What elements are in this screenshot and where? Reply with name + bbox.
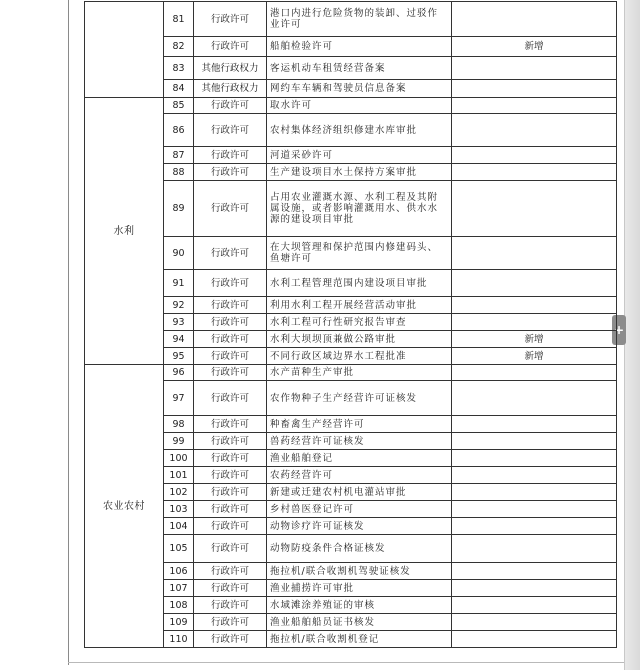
table-row [85,181,617,237]
row-number-cell: 84 [164,80,194,98]
note-cell [452,98,617,114]
power-type-cell: 行政许可 [194,37,267,57]
note-cell [452,614,617,631]
table-row [85,237,617,270]
item-name-cell: 拖拉机/联合收割机登记 [267,631,452,648]
row-number-cell: 105 [164,535,194,563]
table-row [85,535,617,563]
item-name-cell: 占用农业灌溉水源、水利工程及其附属设施，或者影响灌溉用水、供水水源的建设项目审批 [267,181,452,237]
table-row [85,331,617,348]
table-row [85,314,617,331]
row-number-cell: 86 [164,114,194,147]
row-number-cell: 83 [164,57,194,80]
table-row [85,80,617,98]
note-cell [452,484,617,501]
note-cell [452,433,617,450]
item-name-cell: 农药经营许可 [267,467,452,484]
row-number-cell: 92 [164,297,194,314]
power-type-cell: 行政许可 [194,181,267,237]
note-cell [452,114,617,147]
note-cell [452,535,617,563]
item-name-cell: 新建或迁建农村机电灌站审批 [267,484,452,501]
table-row [85,518,617,535]
table-row [85,57,617,80]
note-cell [452,467,617,484]
table-row [85,365,617,381]
power-type-cell: 行政许可 [194,433,267,450]
table-row [85,114,617,147]
power-type-cell: 行政许可 [194,614,267,631]
row-number-cell: 85 [164,98,194,114]
row-number-cell: 100 [164,450,194,467]
note-cell: 新增 [452,331,617,348]
row-number-cell: 87 [164,147,194,164]
power-type-cell: 行政许可 [194,450,267,467]
item-name-cell: 客运机动车租赁经营备案 [267,57,452,80]
item-name-cell: 水利工程可行性研究报告审查 [267,314,452,331]
note-cell [452,147,617,164]
power-type-cell: 行政许可 [194,164,267,181]
table-row [85,297,617,314]
category-cell [85,2,164,98]
note-cell [452,297,617,314]
power-type-cell: 行政许可 [194,484,267,501]
item-name-cell: 渔业船舶登记 [267,450,452,467]
power-type-cell: 行政许可 [194,2,267,37]
row-number-cell: 107 [164,580,194,597]
item-name-cell: 在大坝管理和保护范围内修建码头、鱼塘许可 [267,237,452,270]
row-number-cell: 89 [164,181,194,237]
row-number-cell: 90 [164,237,194,270]
item-name-cell: 水域滩涂养殖证的审核 [267,597,452,614]
row-number-cell: 93 [164,314,194,331]
note-cell [452,80,617,98]
item-name-cell: 兽药经营许可证核发 [267,433,452,450]
table-row [85,450,617,467]
item-name-cell: 拖拉机/联合收割机驾驶证核发 [267,563,452,580]
note-cell [452,164,617,181]
item-name-cell: 渔业捕捞许可审批 [267,580,452,597]
item-name-cell: 利用水利工程开展经营活动审批 [267,297,452,314]
row-number-cell: 98 [164,416,194,433]
table-row [85,147,617,164]
item-name-cell: 乡村兽医登记许可 [267,501,452,518]
note-cell [452,237,617,270]
power-type-cell: 行政许可 [194,348,267,365]
power-type-cell: 行政许可 [194,563,267,580]
note-cell [452,381,617,416]
note-cell [452,314,617,331]
row-number-cell: 88 [164,164,194,181]
row-number-cell: 106 [164,563,194,580]
power-type-cell: 行政许可 [194,518,267,535]
power-type-cell: 其他行政权力 [194,57,267,80]
table-row [85,614,617,631]
item-name-cell: 动物诊疗许可证核发 [267,518,452,535]
power-type-cell: 行政许可 [194,237,267,270]
note-cell [452,580,617,597]
power-type-cell: 行政许可 [194,331,267,348]
item-name-cell: 动物防疫条件合格证核发 [267,535,452,563]
expand-handle-icon[interactable]: + [612,315,626,345]
row-number-cell: 94 [164,331,194,348]
row-number-cell: 81 [164,2,194,37]
power-type-cell: 行政许可 [194,365,267,381]
table-row [85,501,617,518]
table-row [85,563,617,580]
note-cell [452,563,617,580]
power-type-cell: 行政许可 [194,467,267,484]
category-cell: 农业农村 [85,365,164,648]
table-row [85,381,617,416]
category-cell: 水利 [85,98,164,365]
row-number-cell: 104 [164,518,194,535]
power-type-cell: 行政许可 [194,297,267,314]
permission-table [84,1,617,648]
note-cell [452,181,617,237]
row-number-cell: 108 [164,597,194,614]
table-row [85,580,617,597]
row-number-cell: 99 [164,433,194,450]
note-cell [452,2,617,37]
row-number-cell: 82 [164,37,194,57]
page-bottom-edge [68,662,624,663]
table-row [85,37,617,57]
note-cell [452,57,617,80]
table-row [85,467,617,484]
note-cell [452,365,617,381]
power-type-cell: 行政许可 [194,597,267,614]
table-row [85,416,617,433]
note-cell [452,270,617,297]
table-row [85,98,617,114]
row-number-cell: 96 [164,365,194,381]
item-name-cell: 渔业船舶船员证书核发 [267,614,452,631]
table-row [85,433,617,450]
item-name-cell: 取水许可 [267,98,452,114]
row-number-cell: 109 [164,614,194,631]
power-type-cell: 行政许可 [194,631,267,648]
item-name-cell: 农作物种子生产经营许可证核发 [267,381,452,416]
power-type-cell: 行政许可 [194,147,267,164]
power-type-cell: 行政许可 [194,535,267,563]
power-type-cell: 行政许可 [194,270,267,297]
table-row [85,270,617,297]
power-type-cell: 行政许可 [194,114,267,147]
note-cell [452,631,617,648]
item-name-cell: 种畜禽生产经营许可 [267,416,452,433]
note-cell [452,597,617,614]
note-cell [452,450,617,467]
table-row [85,2,617,37]
item-name-cell: 生产建设项目水土保持方案审批 [267,164,452,181]
row-number-cell: 95 [164,348,194,365]
power-type-cell: 其他行政权力 [194,80,267,98]
note-cell [452,501,617,518]
table-row [85,631,617,648]
row-number-cell: 91 [164,270,194,297]
power-type-cell: 行政许可 [194,580,267,597]
item-name-cell: 河道采砂许可 [267,147,452,164]
note-cell [452,518,617,535]
note-cell: 新增 [452,37,617,57]
item-name-cell: 农村集体经济组织修建水库审批 [267,114,452,147]
power-type-cell: 行政许可 [194,501,267,518]
note-cell: 新增 [452,348,617,365]
item-name-cell: 船舶检验许可 [267,37,452,57]
right-gutter [624,0,640,670]
item-name-cell: 水产苗种生产审批 [267,365,452,381]
table-row [85,597,617,614]
page-left-edge [68,0,69,665]
item-name-cell: 水利工程管理范围内建设项目审批 [267,270,452,297]
row-number-cell: 102 [164,484,194,501]
row-number-cell: 101 [164,467,194,484]
power-type-cell: 行政许可 [194,416,267,433]
item-name-cell: 港口内进行危险货物的装卸、过驳作业许可 [267,2,452,37]
table-row [85,348,617,365]
row-number-cell: 103 [164,501,194,518]
row-number-cell: 110 [164,631,194,648]
table-row [85,164,617,181]
power-type-cell: 行政许可 [194,381,267,416]
power-type-cell: 行政许可 [194,98,267,114]
note-cell [452,416,617,433]
item-name-cell: 不同行政区域边界水工程批准 [267,348,452,365]
item-name-cell: 网约车车辆和驾驶员信息备案 [267,80,452,98]
table-row [85,484,617,501]
item-name-cell: 水利大坝坝顶兼做公路审批 [267,331,452,348]
row-number-cell: 97 [164,381,194,416]
power-type-cell: 行政许可 [194,314,267,331]
